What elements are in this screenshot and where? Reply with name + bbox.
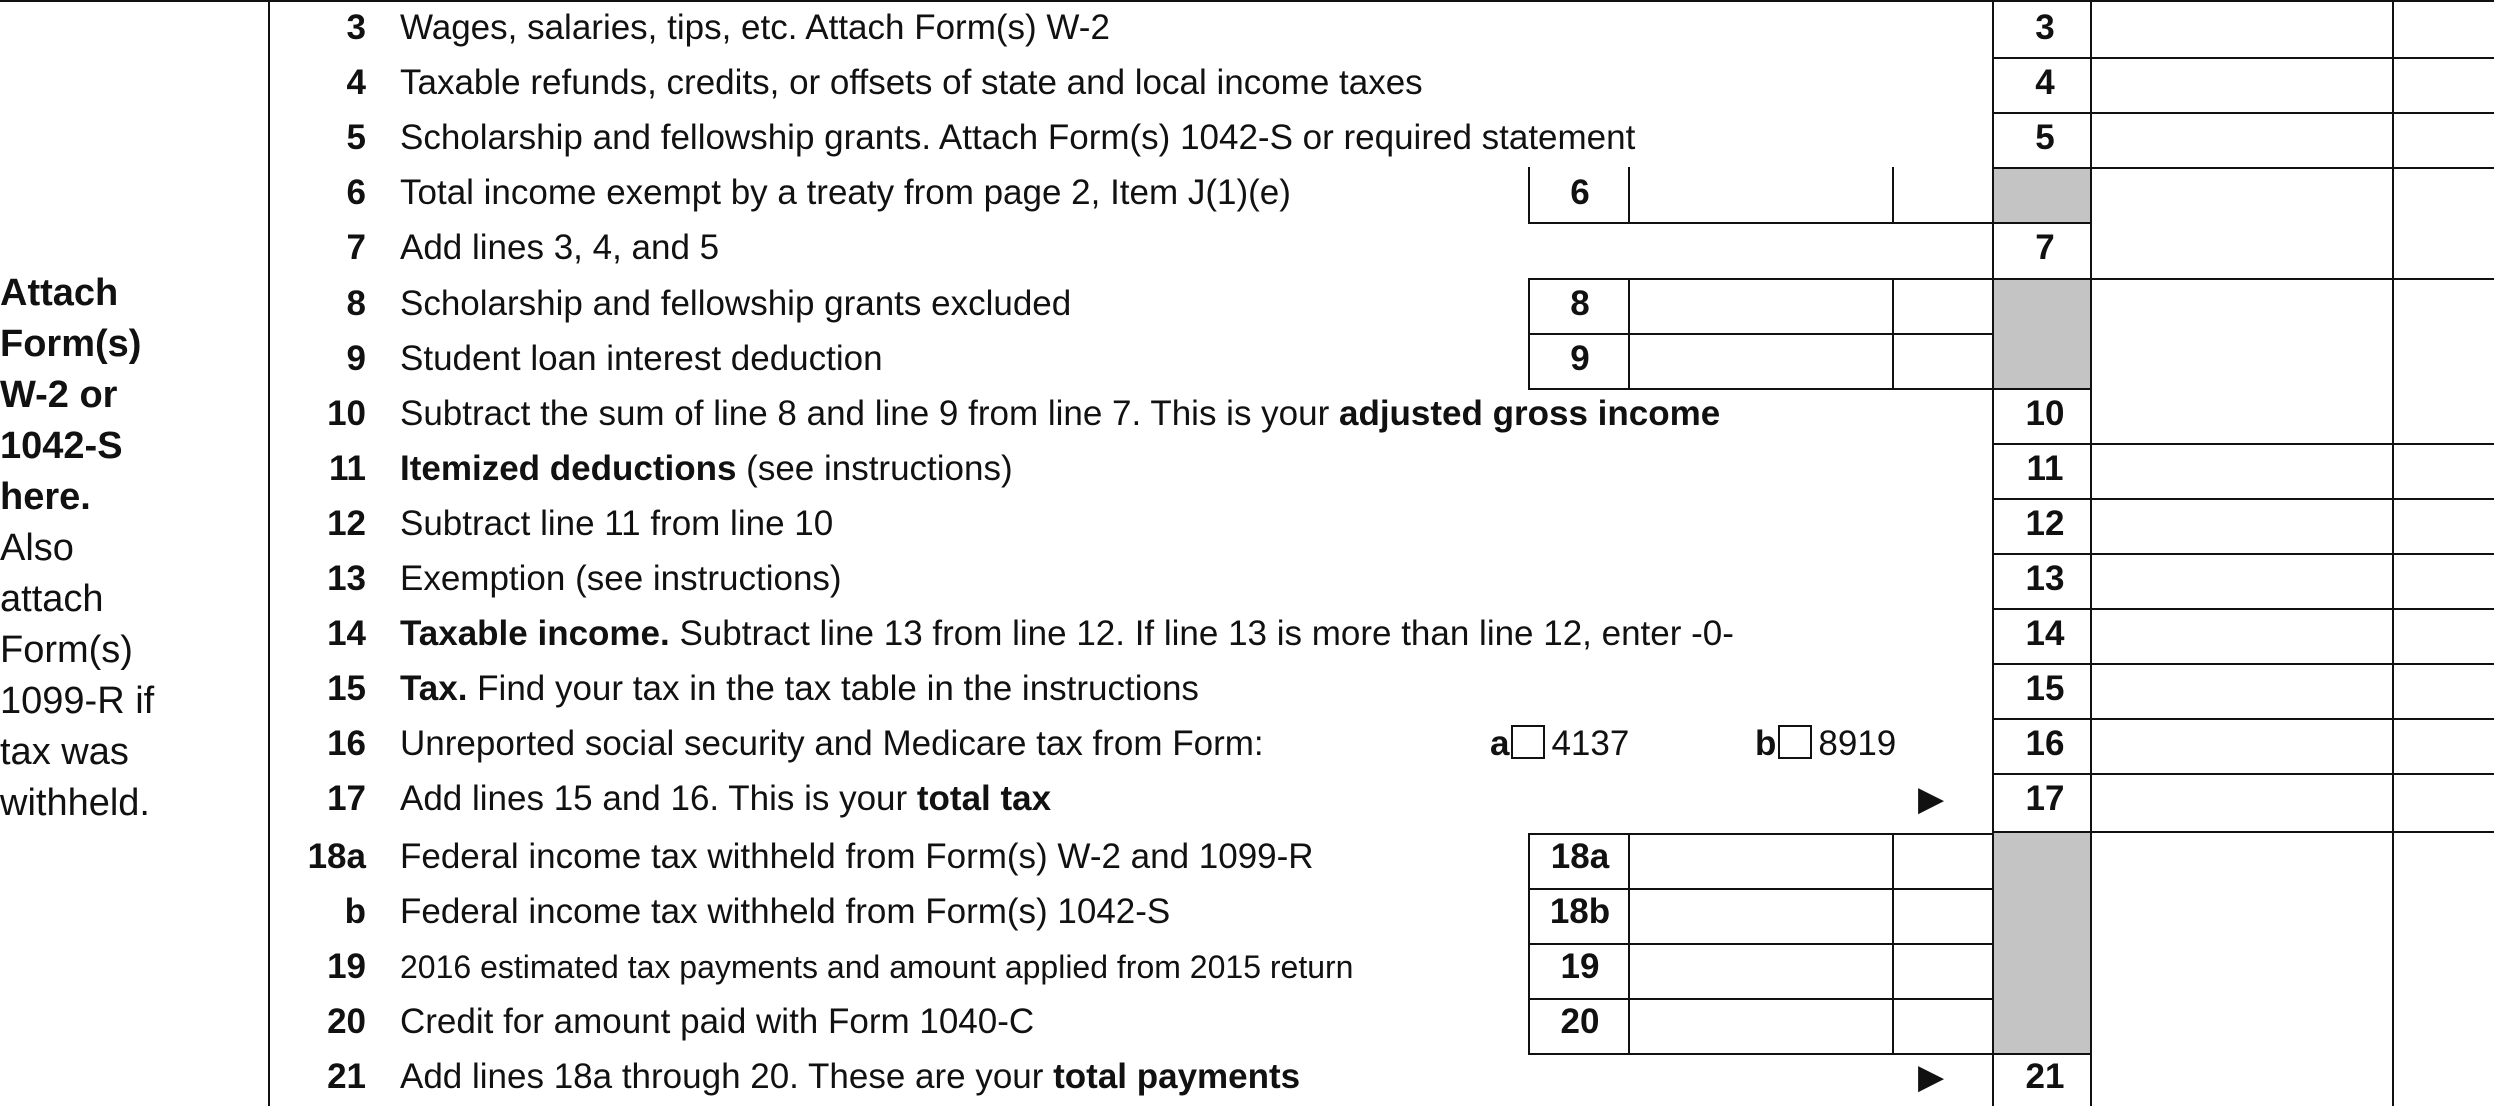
- line-number: 18a: [307, 837, 366, 876]
- line-description-text: Credit for amount paid with Form 1040-C: [400, 1002, 1035, 1041]
- form-line-16: [0, 716, 2494, 771]
- line-description: [400, 945, 2494, 989]
- line-6-cents-field[interactable]: [1894, 167, 1992, 218]
- attach-normal-line: 1099-R if: [0, 680, 155, 722]
- line-description-text: Unreported social security and Medicare tax from Form:: [400, 724, 1264, 763]
- line-number: 20: [327, 1002, 366, 1041]
- mid-box-label: 19: [1560, 947, 1600, 986]
- form-line-10: [0, 386, 2494, 441]
- line-number: 15: [327, 669, 366, 708]
- attach-normal-line: Form(s): [0, 629, 133, 671]
- line-description-bold: Itemized deductions: [400, 449, 737, 488]
- line-11-cents-field[interactable]: [2394, 443, 2494, 494]
- right-box-label: 10: [2025, 394, 2065, 433]
- form-line-7: [0, 220, 2494, 275]
- attach-bold-line: 1042-S: [0, 425, 123, 467]
- line-16-amount-field[interactable]: [2092, 718, 2392, 769]
- line-10-cents-field[interactable]: [2394, 388, 2494, 439]
- attach-normal-line: withheld.: [0, 782, 150, 824]
- line-7-amount-field[interactable]: [2092, 222, 2392, 273]
- checkbox-form-number: 8919: [1818, 724, 1897, 763]
- form-line-21: [0, 1049, 2494, 1104]
- line-5-cents-field[interactable]: [2394, 112, 2494, 163]
- line-20-cents-field[interactable]: [1894, 996, 1992, 1047]
- checkbox-letter: a: [1490, 724, 1510, 763]
- right-box-label: 17: [2025, 779, 2065, 818]
- line-5-amount-field[interactable]: [2092, 112, 2392, 163]
- attach-normal-line: tax was: [0, 731, 129, 773]
- line-description-bold: total tax: [916, 779, 1052, 818]
- form-8919-checkbox-group: [1755, 722, 1896, 766]
- mid-box-label: 6: [1570, 173, 1590, 212]
- arrow-right-icon: ▶: [1918, 1058, 1945, 1096]
- line-12-amount-field[interactable]: [2092, 498, 2392, 549]
- line-description-bold: total payments: [1053, 1057, 1301, 1096]
- line-description-text: (see instructions): [736, 449, 1013, 488]
- line-11-amount-field[interactable]: [2092, 443, 2392, 494]
- form-line-3: [0, 0, 2494, 55]
- form-line-8: [0, 276, 2494, 331]
- form-4137-checkbox[interactable]: [1511, 725, 1545, 759]
- line-13-cents-field[interactable]: [2394, 553, 2494, 604]
- line-20-amount-field[interactable]: [1630, 996, 1892, 1047]
- line-description-text: Scholarship and fellowship grants. Attach Form(s) 1042-S or required statement: [400, 118, 1636, 157]
- line-description-text: Wages, salaries, tips, etc. Attach Form(s) W-2: [400, 8, 1110, 47]
- form-line-13: [0, 551, 2494, 606]
- attach-bold-line: here.: [0, 476, 91, 518]
- line-description-text: Subtract the sum of line 8 and line 9 from line 7. This is your: [400, 394, 1339, 433]
- line-description-bold: adjusted gross income: [1338, 394, 1721, 433]
- attach-normal-line: attach: [0, 578, 104, 620]
- form-line-14: [0, 606, 2494, 661]
- line-16-cents-field[interactable]: [2394, 718, 2494, 769]
- line-18a-amount-field[interactable]: [1630, 831, 1892, 882]
- line-15-cents-field[interactable]: [2394, 663, 2494, 714]
- line-description: [400, 282, 2494, 326]
- right-box-label: 21: [2025, 1057, 2065, 1096]
- line-description-bold: Tax.: [400, 669, 468, 708]
- line-description-bold: Taxable income.: [400, 614, 670, 653]
- line-15-amount-field[interactable]: [2092, 663, 2392, 714]
- line-14-cents-field[interactable]: [2394, 608, 2494, 659]
- form-line-19: [0, 939, 2494, 994]
- line-number: 21: [327, 1057, 366, 1096]
- form-line-b: [0, 884, 2494, 939]
- form-8919-checkbox[interactable]: [1778, 725, 1812, 759]
- form-line-12: [0, 496, 2494, 551]
- line-17-amount-field[interactable]: [2092, 773, 2392, 824]
- line-6-amount-field[interactable]: [1630, 167, 1892, 218]
- form-line-6: [0, 165, 2494, 220]
- line-9-amount-field[interactable]: [1630, 333, 1892, 384]
- line-19-cents-field[interactable]: [1894, 941, 1992, 992]
- line-description-text: Student loan interest deduction: [400, 339, 883, 378]
- line-19-amount-field[interactable]: [1630, 941, 1892, 992]
- line-description: [400, 171, 2494, 215]
- line-number: 7: [346, 228, 366, 267]
- attach-bold-line: Form(s): [0, 323, 142, 365]
- form-line-5: [0, 110, 2494, 165]
- form-line-17: [0, 771, 2494, 826]
- line-17-cents-field[interactable]: [2394, 773, 2494, 824]
- line-description-text: Subtract line 13 from line 12. If line 13 is more than line 12, enter -0-: [669, 614, 1734, 653]
- line-18b-cents-field[interactable]: [1894, 886, 1992, 937]
- mid-box-label: 8: [1570, 284, 1590, 323]
- checkbox-letter: b: [1755, 724, 1777, 763]
- line-14-amount-field[interactable]: [2092, 608, 2392, 659]
- line-4-amount-field[interactable]: [2092, 57, 2392, 108]
- line-18b-amount-field[interactable]: [1630, 886, 1892, 937]
- line-description-text: Add lines 3, 4, and 5: [400, 228, 720, 267]
- line-description-text: Exemption (see instructions): [400, 559, 842, 598]
- line-3-amount-field[interactable]: [2092, 2, 2392, 53]
- line-description-text: Add lines 15 and 16. This is your: [400, 779, 917, 818]
- line-description-text: 2016 estimated tax payments and amount applied from 2015 return: [400, 949, 1354, 985]
- line-number: 10: [327, 394, 366, 433]
- line-18a-cents-field[interactable]: [1894, 831, 1992, 882]
- right-box-label: 12: [2025, 504, 2065, 543]
- line-description-text: Taxable refunds, credits, or offsets of state and local income taxes: [400, 63, 1423, 102]
- line-number: 12: [327, 504, 366, 543]
- line-number: 14: [327, 614, 366, 653]
- right-box-label: 5: [2035, 118, 2055, 157]
- line-description-text: Subtract line 11 from line 10: [400, 504, 834, 543]
- line-number: b: [344, 892, 366, 931]
- line-number: 17: [327, 779, 366, 818]
- line-description-text: Total income exempt by a treaty from page 2, Item J(1)(e): [400, 173, 1291, 212]
- line-number: 6: [346, 173, 366, 212]
- line-description-text: Add lines 18a through 20. These are your: [400, 1057, 1054, 1096]
- line-description-text: Find your tax in the tax table in the instructions: [467, 669, 1199, 708]
- line-number: 8: [346, 284, 366, 323]
- line-description-text: Scholarship and fellowship grants excluded: [400, 284, 1072, 323]
- form-line-18a: [0, 829, 2494, 884]
- right-box-label: 3: [2035, 8, 2055, 47]
- line-description: [400, 835, 2494, 879]
- mid-box-label: 20: [1560, 1002, 1600, 1041]
- line-number: 19: [327, 947, 366, 986]
- attach-bold-line: W-2 or: [0, 374, 118, 416]
- mid-box-label: 9: [1570, 339, 1590, 378]
- line-number: 13: [327, 559, 366, 598]
- line-4-cents-field[interactable]: [2394, 57, 2494, 108]
- line-number: 9: [346, 339, 366, 378]
- line-description-text: Federal income tax withheld from Form(s) W-2 and 1099-R: [400, 837, 1314, 876]
- right-box-label: 11: [2026, 449, 2064, 488]
- line-number: 11: [329, 449, 366, 488]
- line-number: 3: [346, 8, 366, 47]
- right-box-label: 7: [2035, 228, 2055, 267]
- right-box-label: 4: [2035, 63, 2055, 102]
- form-4137-checkbox-group: [1490, 722, 1629, 766]
- line-8-cents-field[interactable]: [1894, 278, 1992, 329]
- line-number: 5: [346, 118, 366, 157]
- form-line-11: [0, 441, 2494, 496]
- line-7-cents-field[interactable]: [2394, 222, 2494, 273]
- line-description: [400, 890, 2494, 934]
- line-10-amount-field[interactable]: [2092, 388, 2392, 439]
- line-21-amount-field[interactable]: [2092, 1051, 2392, 1102]
- mid-box-label: 18a: [1550, 837, 1610, 876]
- form-line-4: [0, 55, 2494, 110]
- line-21-cents-field[interactable]: [2394, 1051, 2494, 1102]
- form-line-9: [0, 331, 2494, 386]
- line-8-amount-field[interactable]: [1630, 278, 1892, 329]
- form-line-20: [0, 994, 2494, 1049]
- line-9-cents-field[interactable]: [1894, 333, 1992, 384]
- form-line-15: [0, 661, 2494, 716]
- line-description: [400, 337, 2494, 381]
- right-box-label: 14: [2025, 614, 2065, 653]
- attach-bold-line: Attach: [0, 272, 119, 314]
- arrow-right-icon: ▶: [1918, 780, 1945, 818]
- line-description-text: Federal income tax withheld from Form(s) 1042-S: [400, 892, 1171, 931]
- attach-normal-line: Also: [0, 527, 74, 569]
- mid-box-label: 18b: [1549, 892, 1611, 931]
- right-box-label: 13: [2025, 559, 2065, 598]
- line-description: [400, 1000, 2494, 1044]
- line-12-cents-field[interactable]: [2394, 498, 2494, 549]
- checkbox-form-number: 4137: [1551, 724, 1630, 763]
- right-box-label: 15: [2025, 669, 2065, 708]
- right-box-label: 16: [2025, 724, 2065, 763]
- line-3-cents-field[interactable]: [2394, 2, 2494, 53]
- line-13-amount-field[interactable]: [2092, 553, 2392, 604]
- line-number: 4: [346, 63, 366, 102]
- line-number: 16: [327, 724, 366, 763]
